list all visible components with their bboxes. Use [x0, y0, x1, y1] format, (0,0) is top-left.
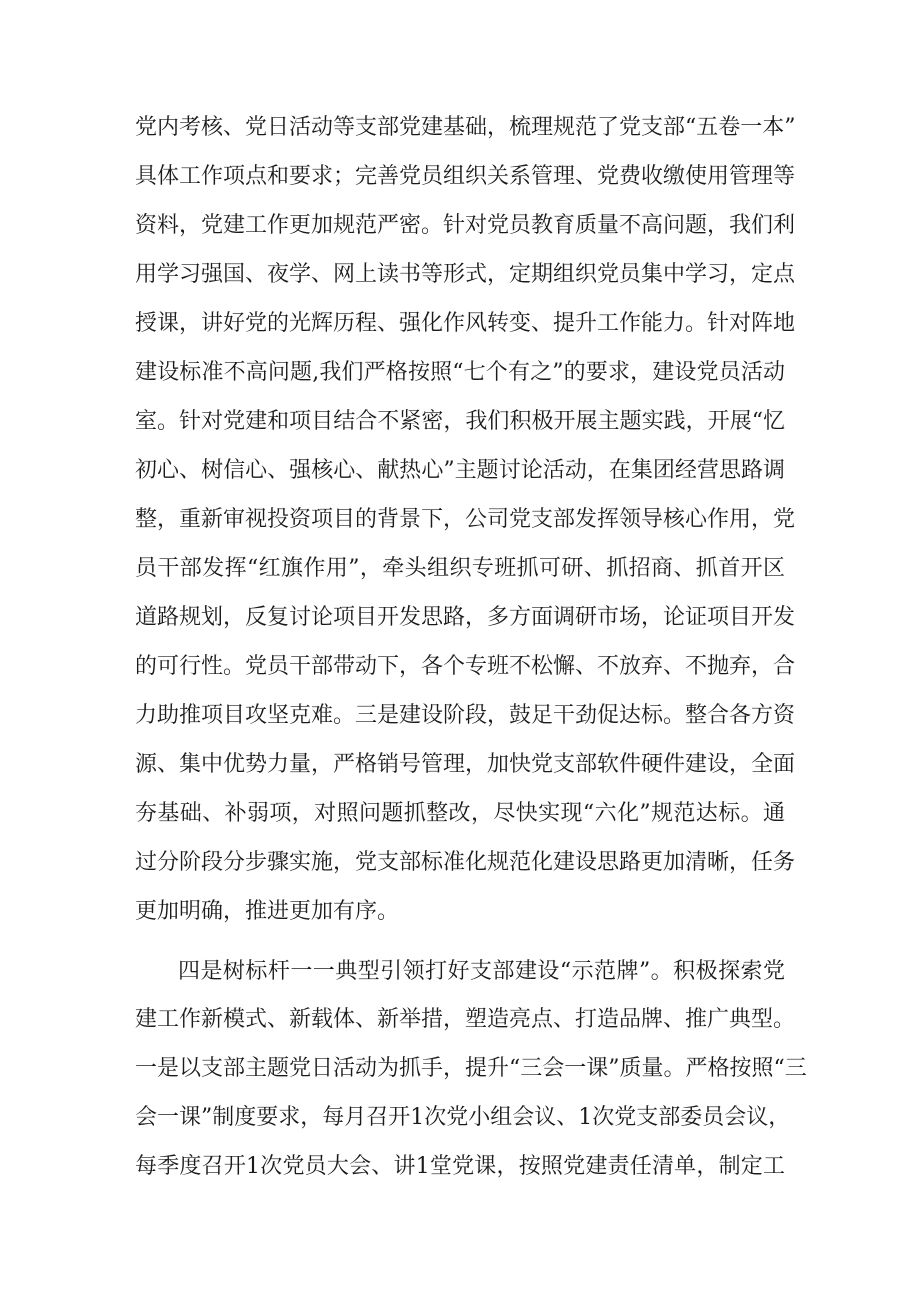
text-line-16: 过分阶段分步骤实施，党支部标准化规范化建设思路更加清晰，任务: [135, 850, 796, 875]
text-line-9: 整，重新审视投资项目的背景下，公司党支部发挥领导核心作用，党: [135, 507, 796, 532]
text-line-8: 初心、树信心、强核心、献热心”主题讨论活动，在集团经营思路调: [135, 458, 785, 483]
text-line-15: 夯基础、补弱项，对照问题抓整改，尽快实现“六化”规范达标。通: [135, 801, 785, 826]
text-line-13: 力助推项目攻坚克难。三是建设阶段，鼓足干劲促达标。整合各方资: [135, 703, 796, 728]
paragraph-heading-line: 四是树标杆一一典型引领打好支部建设“示范牌”。积极探索党: [178, 959, 785, 984]
text-line-17: 更加明确，推进更加有序。: [135, 899, 400, 924]
text-line-4: 用学习强国、夜学、网上读书等形式，定期组织党员集中学习，定点: [135, 262, 796, 287]
text-line-10: 员干部发挥“红旗作用”，牵头组织专班抓可研、抓招商、抓首开区: [135, 556, 785, 581]
text-line-22: 每季度召开1次党员大会、讲1堂党课，按照党建责任清单，制定工: [135, 1154, 785, 1179]
text-line-5: 授课，讲好党的光辉历程、强化作风转变、提升工作能力。针对阵地: [135, 311, 796, 336]
text-line-21: 会一课”制度要求，每月召开1次党小组会议、1次党支部委员会议，: [135, 1105, 791, 1130]
text-line-7: 室。针对党建和项目结合不紧密，我们积极开展主题实践，开展“忆: [135, 409, 785, 434]
text-line-11: 道路规划，反复讨论项目开发思路，多方面调研市场，论证项目开发: [135, 605, 796, 630]
text-line-20: 一是以支部主题党日活动为抓手，提升“三会一课”质量。严格按照“三: [135, 1056, 807, 1081]
text-line-1: 党内考核、党日活动等支部党建基础，梳理规范了党支部“五卷一本”: [135, 115, 796, 140]
text-line-2: 具体工作项点和要求；完善党员组织关系管理、党费收缴使用管理等: [135, 164, 796, 189]
text-line-3: 资料，党建工作更加规范严密。针对党员教育质量不高问题，我们利: [135, 213, 796, 238]
text-line-6: 建设标准不高问题,我们严格按照“七个有之”的要求，建设党员活动: [135, 360, 785, 385]
text-line-19: 建工作新模式、新载体、新举措，塑造亮点、打造品牌、推广典型。: [135, 1007, 796, 1032]
text-line-12: 的可行性。党员干部带动下，各个专班不松懈、不放弃、不抛弃，合: [135, 654, 796, 679]
text-line-14: 源、集中优势力量，严格销号管理，加快党支部软件硬件建设，全面: [135, 752, 796, 777]
